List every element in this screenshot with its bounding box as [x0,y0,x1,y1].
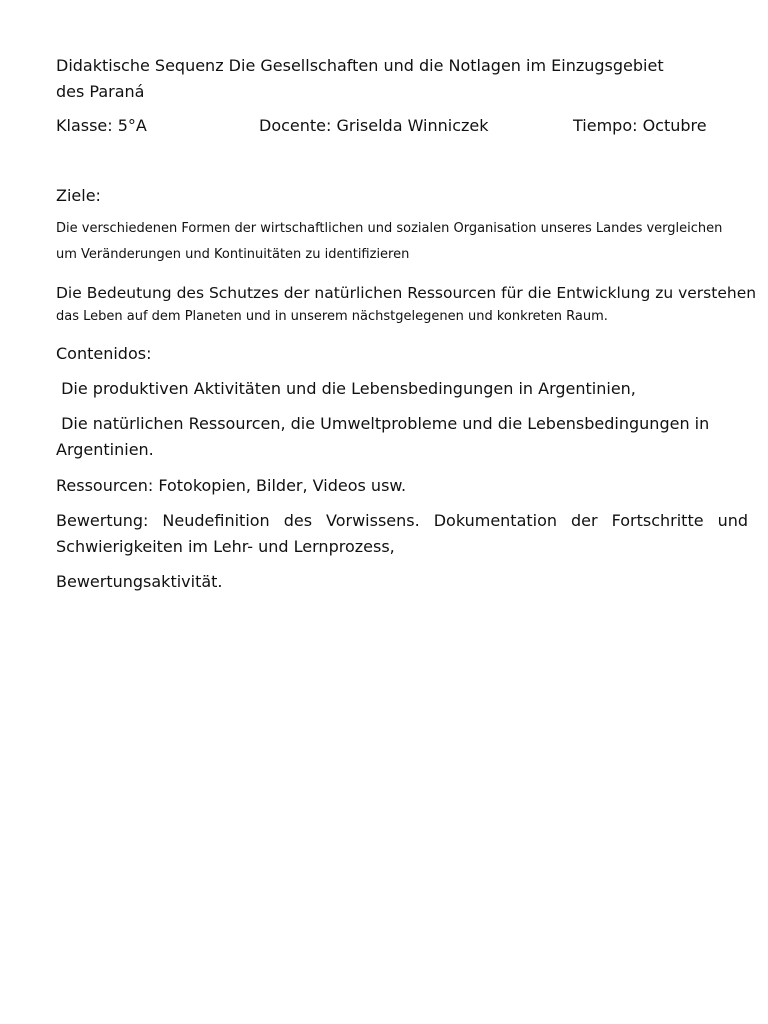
document-title-line-1: Didaktische Sequenz Die Gesellschaften und die Notlagen im Einzugsgebiet [56,56,664,75]
contenidos-heading: Contenidos: [56,344,152,363]
contenido-item-2-line-1: Die natürlichen Ressourcen, die Umweltprobleme und die Lebensbedingungen in [56,414,710,433]
contenido-item-2-line-2: Argentinien. [56,440,154,459]
klasse-label: Klasse: 5°A [56,116,147,135]
ziele-text-line-2: um Veränderungen und Kontinuitäten zu identifizieren [56,247,410,262]
ziele-heading: Ziele: [56,186,101,205]
schutz-text-line-1: Die Bedeutung des Schutzes der natürlichen Ressourcen für die Entwicklung zu verstehen [56,284,757,302]
bewertung-line-1: Bewertung: Neudefinition des Vorwissens. Dokumentation der Fortschritte und [56,511,748,530]
bewertung-line-2: Schwierigkeiten im Lehr- und Lernprozess, [56,537,395,556]
document-title-line-2: des Paraná [56,82,145,101]
ressourcen-line: Ressourcen: Fotokopien, Bilder, Videos usw. [56,476,407,495]
tiempo-label: Tiempo: Octubre [573,116,707,135]
contenido-item-1: Die produktiven Aktivitäten und die Lebensbedingungen in Argentinien, [56,379,636,398]
schutz-text-line-2: das Leben auf dem Planeten und in unserem nächstgelegenen und konkreten Raum. [56,309,608,324]
ziele-text-line-1: Die verschiedenen Formen der wirtschaftlichen und sozialen Organisation unseres Landes vergleichen [56,221,723,236]
bewertungsaktivitaet-line: Bewertungsaktivität. [56,572,223,591]
docente-label: Docente: Griselda Winniczek [259,116,489,135]
